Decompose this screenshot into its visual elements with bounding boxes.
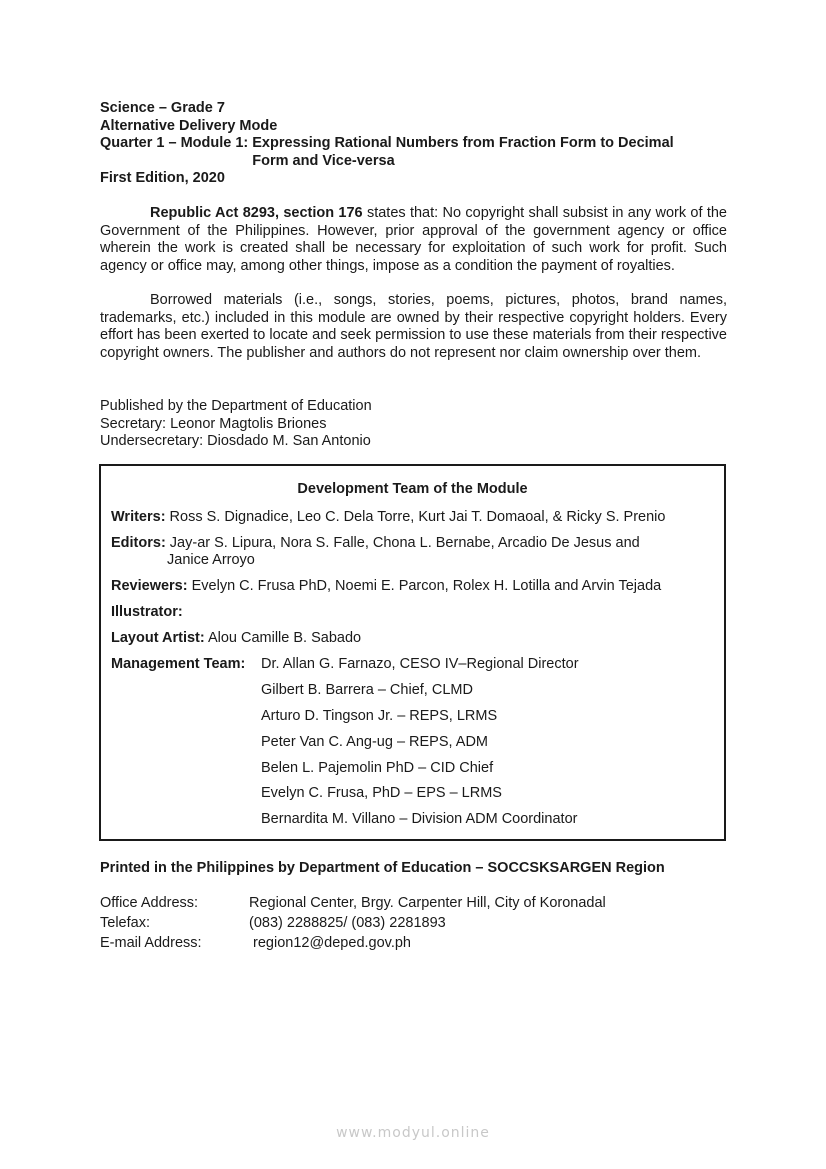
writers-value: Ross S. Dignadice, Leo C. Dela Torre, Kurt Jai T. Domaoal, & Ricky S. Prenio bbox=[165, 509, 666, 525]
editors-label: Editors: bbox=[111, 535, 166, 551]
development-team-box bbox=[99, 464, 726, 841]
layout-artist-line bbox=[111, 630, 711, 647]
title-block bbox=[100, 100, 727, 188]
office-address-value: Regional Center, Brgy. Carpenter Hill, City of Koronadal bbox=[249, 895, 606, 911]
module-line bbox=[100, 135, 727, 170]
watermark: www.modyul.online bbox=[336, 1125, 490, 1141]
editors-value-line1: Jay-ar S. Lipura, Nora S. Falle, Chona L. Bernabe, Arcadio De Jesus and bbox=[165, 535, 640, 551]
copyright-page bbox=[100, 100, 727, 951]
office-address-row bbox=[100, 895, 606, 913]
management-member: Bernardita M. Villano – Division ADM Coordinator bbox=[261, 811, 578, 827]
printed-by-line: Printed in the Philippines by Department of Education – SOCCSKSARGEN Region bbox=[100, 860, 665, 876]
email-row bbox=[100, 935, 411, 953]
illustrator-line bbox=[111, 604, 711, 621]
reviewers-label: Reviewers: bbox=[111, 578, 188, 594]
reviewers-value: Evelyn C. Frusa PhD, Noemi E. Parcon, Rolex H. Lotilla and Arvin Tejada bbox=[187, 578, 662, 594]
undersecretary: Undersecretary: Diosdado M. San Antonio bbox=[100, 433, 371, 449]
writers-line bbox=[111, 509, 711, 526]
module-title-line2: Form and Vice-versa bbox=[252, 152, 395, 169]
publisher-block bbox=[100, 398, 372, 451]
management-member: Evelyn C. Frusa, PhD – EPS – LRMS bbox=[261, 785, 502, 801]
email-value[interactable]: region12@deped.gov.ph bbox=[249, 935, 411, 951]
writers-label: Writers: bbox=[111, 509, 166, 525]
editors-line bbox=[111, 535, 711, 569]
mode-line: Alternative Delivery Mode bbox=[100, 117, 278, 134]
telefax-row bbox=[100, 915, 446, 933]
reviewers-line bbox=[111, 578, 711, 595]
subject-line: Science – Grade 7 bbox=[100, 100, 225, 116]
email-label: E-mail Address: bbox=[100, 935, 202, 951]
edition-line: First Edition, 2020 bbox=[100, 170, 225, 187]
management-member: Peter Van C. Ang-ug – REPS, ADM bbox=[261, 734, 489, 750]
copyright-text: states that: No copyright shall subsist in any work of the Government of the Philippines. However, prior approval of the government agency or office wherein the work is created shall be necessary for exploitation of such work for profit. Such agency or office may, among other things, impose as a condition the payment of royalties. bbox=[100, 205, 727, 274]
editors-value-line2: Janice Arroyo bbox=[167, 552, 255, 568]
office-address-label: Office Address: bbox=[100, 895, 199, 911]
module-title-line1: Expressing Rational Numbers from Fraction Form to Decimal bbox=[252, 135, 674, 152]
secretary: Secretary: Leonor Magtolis Briones bbox=[100, 415, 327, 432]
illustrator-label: Illustrator: bbox=[111, 604, 183, 620]
management-team-label: Management Team: bbox=[111, 656, 246, 672]
module-title bbox=[248, 135, 673, 170]
copyright-paragraph bbox=[100, 205, 727, 275]
development-team-title: Development Team of the Module bbox=[297, 481, 528, 497]
borrowed-text: Borrowed materials (i.e., songs, stories, poems, pictures, photos, brand names, trademarks, etc.) included in this module are owned by their respective copyright holders. Every effort has been exerted to locate and seek permission to use these materials from their respective copyright owners. The publisher and authors do not represent nor claim ownership over them. bbox=[100, 292, 727, 361]
telefax-label: Telefax: bbox=[100, 915, 150, 931]
management-member: Gilbert B. Barrera – Chief, CLMD bbox=[261, 682, 473, 698]
module-label: Quarter 1 – Module 1: bbox=[100, 135, 249, 152]
borrowed-materials-paragraph bbox=[100, 292, 727, 362]
management-member: Arturo D. Tingson Jr. – REPS, LRMS bbox=[261, 708, 498, 724]
management-member: Dr. Allan G. Farnazo, CESO IV–Regional Director bbox=[261, 656, 579, 672]
layout-artist-label: Layout Artist: bbox=[111, 630, 205, 646]
published-by: Published by the Department of Education bbox=[100, 398, 372, 414]
layout-artist-value: Alou Camille B. Sabado bbox=[204, 630, 362, 646]
management-member: Belen L. Pajemolin PhD – CID Chief bbox=[261, 760, 494, 776]
copyright-lead: Republic Act 8293, section 176 bbox=[150, 205, 363, 221]
telefax-value: (083) 2288825/ (083) 2281893 bbox=[249, 915, 446, 931]
